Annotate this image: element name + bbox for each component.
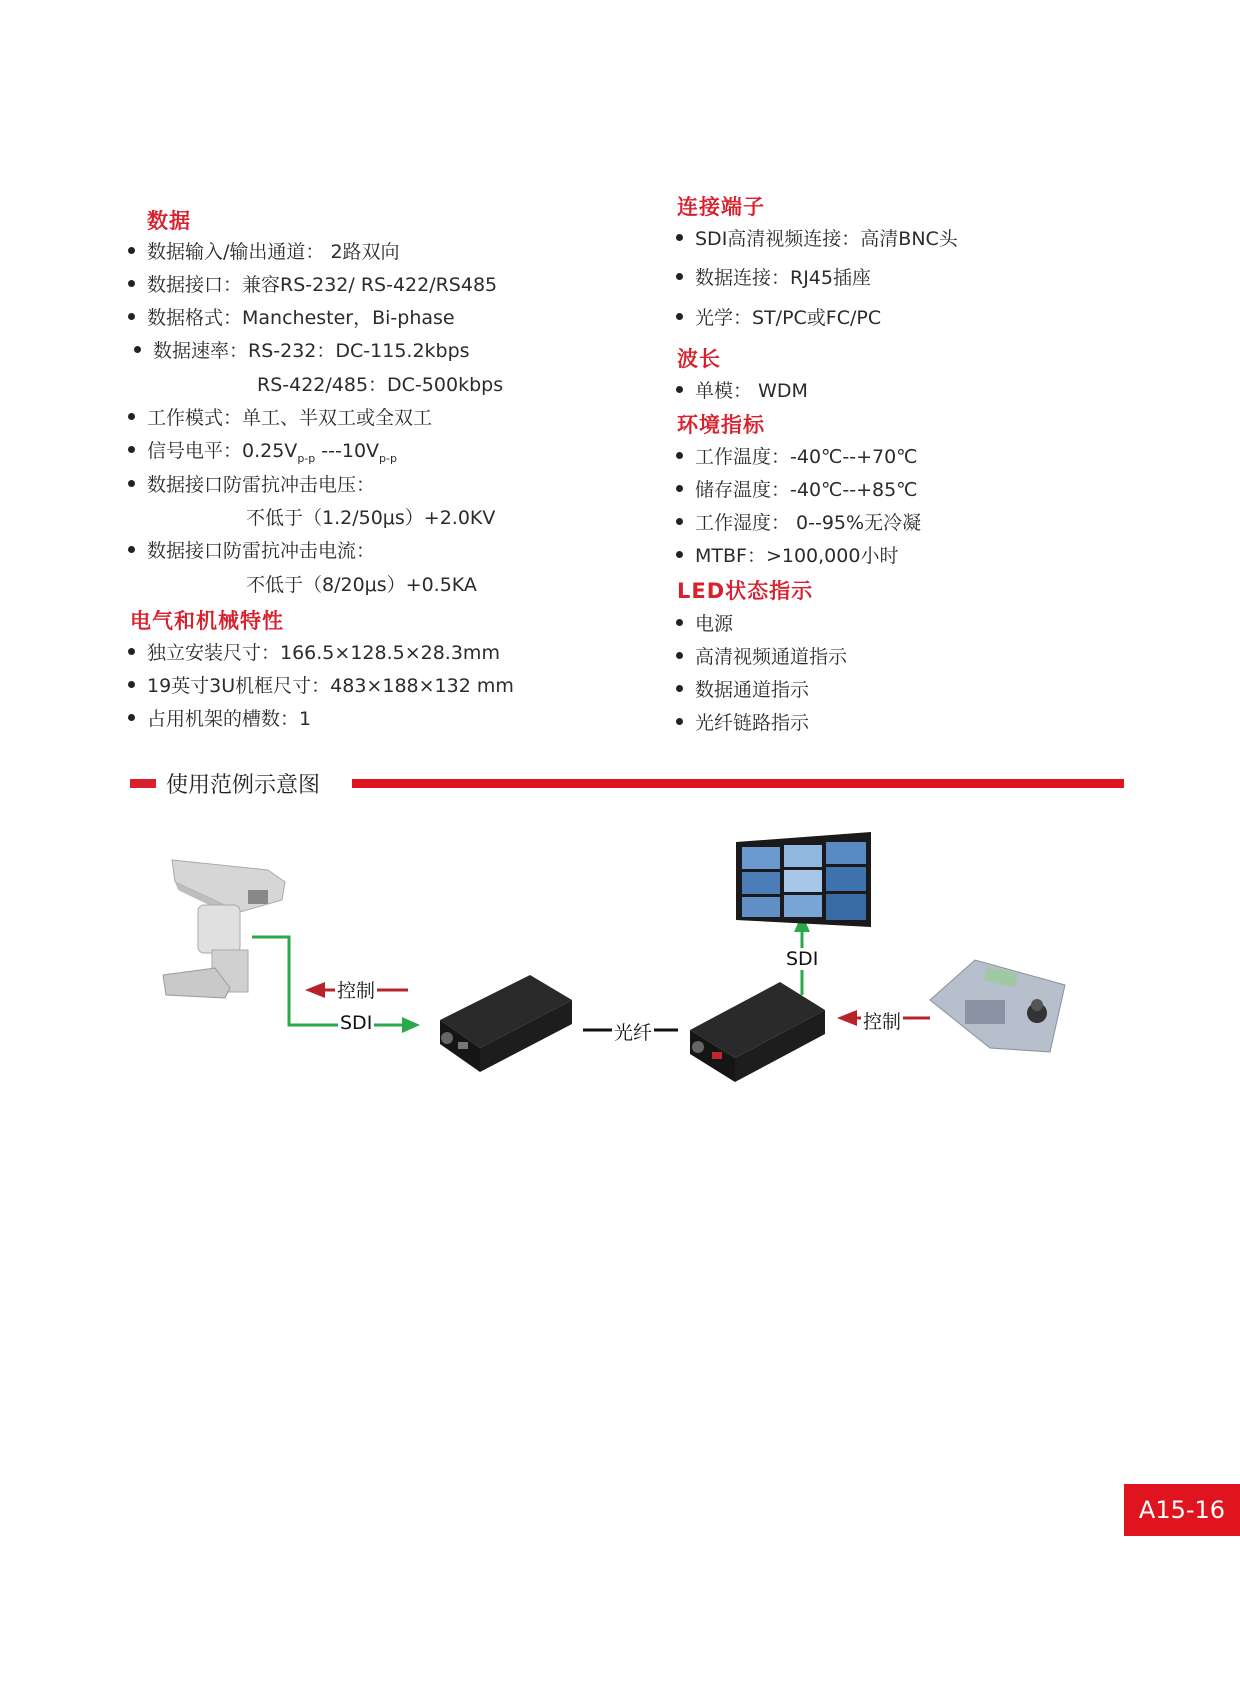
bullet-icon (676, 718, 683, 725)
bullet-icon (134, 346, 141, 353)
bullet-icon (676, 685, 683, 692)
item-text: MTBF：>100,000小时 (695, 545, 899, 567)
video-wall-icon (736, 832, 871, 927)
item-text: 工作湿度： 0--95%无冷凝 (695, 512, 922, 534)
list-item (676, 475, 918, 502)
list-item (676, 675, 809, 702)
subscript: p-p (379, 451, 397, 465)
bullet-icon (676, 386, 683, 393)
item-text: 数据输入/输出通道： 2路双向 (147, 241, 400, 263)
item-text: 高清视频通道指示 (695, 646, 848, 668)
list-item (128, 237, 400, 264)
bullet-icon (128, 313, 135, 320)
sdi-label-up: SDI (786, 948, 819, 970)
bullet-icon (128, 480, 135, 487)
receiver-device-icon (690, 982, 825, 1082)
bullet-icon (676, 619, 683, 626)
transmitter-device-icon (440, 975, 572, 1072)
camera-icon (163, 860, 285, 998)
item-continuation: 不低于（8/20μs）+0.5KA (246, 574, 477, 596)
sdi-arrow-icon (402, 1017, 420, 1033)
item-text: 储存温度：-40℃--+85℃ (695, 479, 918, 501)
list-item (128, 436, 397, 465)
item-text: ---10V (315, 440, 380, 462)
item-text: 数据连接：RJ45插座 (695, 267, 871, 289)
section-bar-mark (130, 779, 156, 788)
list-item (676, 303, 881, 330)
ptz-keyboard-icon (930, 960, 1065, 1052)
item-text: 电源 (695, 613, 734, 635)
page-number-tag: A15-16 (1124, 1484, 1240, 1536)
list-item (128, 704, 311, 731)
bullet-icon (128, 714, 135, 721)
list-item (128, 638, 500, 665)
heading-env: 环境指标 (677, 413, 765, 437)
section-title: 使用范例示意图 (166, 773, 321, 798)
bullet-icon (128, 280, 135, 287)
list-item (676, 263, 871, 290)
bullet-icon (128, 546, 135, 553)
item-text: 19英寸3U机框尺寸：483×188×132 mm (147, 675, 514, 697)
list-item (128, 403, 432, 430)
heading-data: 数据 (147, 209, 191, 233)
item-text: 单模： WDM (695, 380, 808, 402)
list-item (676, 642, 847, 669)
item-text: 工作模式：单工、半双工或全双工 (147, 407, 433, 429)
section-bar-line (352, 779, 1124, 788)
sdi-link-line (252, 937, 402, 1025)
list-item (128, 671, 514, 698)
bullet-icon (676, 652, 683, 659)
item-text: 数据格式：Manchester，Bi-phase (147, 307, 455, 329)
list-item (676, 609, 733, 636)
list-item (128, 536, 375, 563)
item-continuation: 不低于（1.2/50μs）+2.0KV (246, 507, 496, 529)
item-text: 工作温度：-40℃--+70℃ (695, 446, 918, 468)
bullet-icon (676, 313, 683, 320)
item-text: 光学：ST/PC或FC/PC (695, 307, 882, 329)
heading-mech: 电气和机械特性 (130, 609, 284, 633)
bullet-icon (128, 446, 135, 453)
list-item (676, 442, 918, 469)
control-arrow-icon (305, 982, 325, 998)
item-text: 独立安装尺寸：166.5×128.5×28.3mm (147, 642, 500, 664)
bullet-icon (128, 681, 135, 688)
bullet-icon (128, 648, 135, 655)
list-item (676, 541, 898, 568)
item-continuation: RS-422/485：DC-500kbps (257, 374, 504, 396)
item-text: 数据接口：兼容RS-232/ RS-422/RS485 (147, 274, 498, 296)
item-text: 数据接口防雷抗冲击电流： (147, 540, 376, 562)
list-item (128, 470, 375, 497)
heading-led: LED状态指示 (677, 579, 814, 603)
item-text: 数据通道指示 (695, 679, 810, 701)
bullet-icon (676, 452, 683, 459)
control-label-right: 控制 (861, 1007, 903, 1034)
control-arrow-icon (837, 1010, 857, 1026)
list-item (676, 224, 958, 251)
item-text: SDI高清视频连接：高清BNC头 (695, 228, 958, 250)
fiber-label: 光纤 (612, 1018, 654, 1045)
list-item (676, 708, 809, 735)
bullet-icon (676, 234, 683, 241)
usage-diagram (0, 820, 1240, 1120)
list-item (676, 376, 808, 403)
sdi-label-left: SDI (340, 1012, 373, 1034)
list-item (128, 270, 497, 297)
bullet-icon (676, 485, 683, 492)
item-text: 占用机架的槽数：1 (147, 708, 312, 730)
item-text: 光纤链路指示 (695, 712, 810, 734)
bullet-icon (128, 247, 135, 254)
heading-wave: 波长 (677, 347, 721, 371)
list-item (128, 303, 455, 330)
bullet-icon (676, 551, 683, 558)
item-text: 信号电平：0.25V (147, 440, 298, 462)
bullet-icon (676, 518, 683, 525)
item-text: 数据速率：RS-232：DC-115.2kbps (153, 340, 470, 362)
subscript: p-p (297, 451, 316, 465)
bullet-icon (676, 273, 683, 280)
list-item (134, 336, 470, 363)
bullet-icon (128, 413, 135, 420)
heading-ports: 连接端子 (677, 195, 765, 219)
list-item (676, 508, 921, 535)
control-label-left: 控制 (335, 976, 377, 1003)
item-text: 数据接口防雷抗冲击电压： (147, 474, 376, 496)
